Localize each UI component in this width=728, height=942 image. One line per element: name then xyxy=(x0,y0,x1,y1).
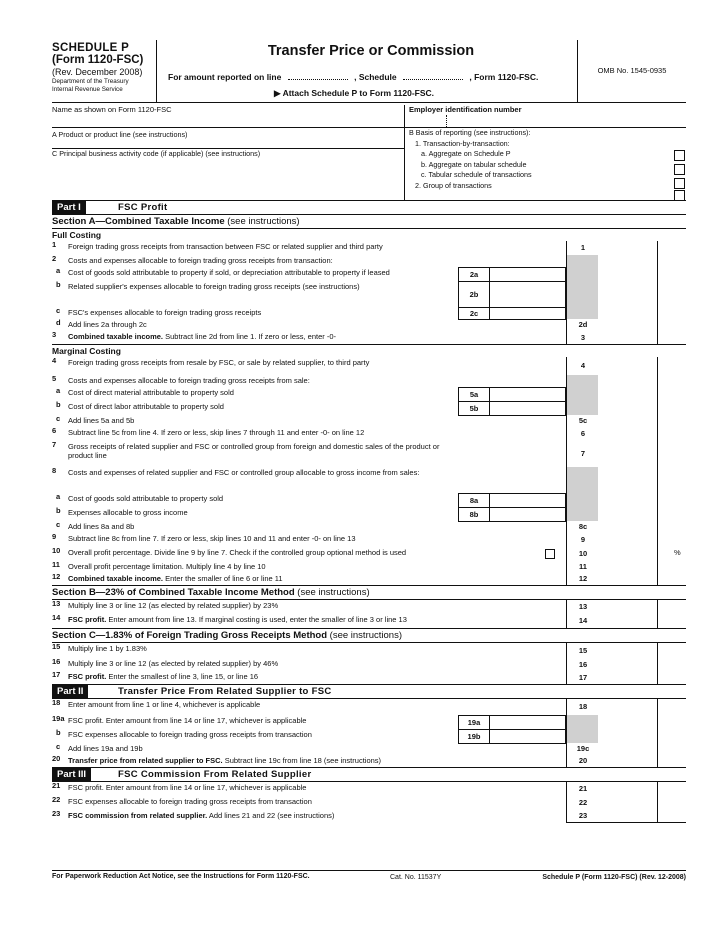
amount-field[interactable] xyxy=(598,547,686,562)
cents-divider xyxy=(657,357,658,375)
line-description: Related supplier's expenses allocable to foreign trading gross receipts (see instructions) xyxy=(68,282,360,291)
line-number: 19a xyxy=(52,714,65,723)
cents-divider xyxy=(657,699,658,715)
part-3-title: FSC Commission From Related Supplier xyxy=(118,769,312,780)
subline-code: 8a xyxy=(458,493,490,508)
line-number: 16 xyxy=(52,657,61,666)
subline-code: 19b xyxy=(458,729,490,744)
form-line xyxy=(52,743,686,755)
cents-divider xyxy=(657,547,658,561)
part-2-title: Transfer Price From Related Supplier to FSC xyxy=(118,686,332,697)
form-line xyxy=(52,467,686,493)
activity-code-label: C Principal business activity code (if applicable) (see instructions) xyxy=(52,149,261,158)
form-line xyxy=(52,614,686,628)
attach-instruction: ▶ Attach Schedule P to Form 1120-FSC. xyxy=(274,88,435,98)
amount-field[interactable] xyxy=(598,357,686,376)
cents-divider xyxy=(657,467,658,493)
checkbox-2[interactable] xyxy=(674,190,685,201)
section-b-note: (see instructions) xyxy=(294,587,370,598)
line-description: FSC commission from related supplier. Add lines 21 and 22 (see instructions) xyxy=(68,811,335,820)
schedule-field[interactable] xyxy=(403,79,463,80)
line-description: FSC profit. Enter amount from line 14 or line 17, whichever is applicable xyxy=(68,716,307,725)
cents-divider xyxy=(657,729,658,743)
form-line xyxy=(52,493,686,507)
basis-option-2: 2. Group of transactions xyxy=(415,180,492,190)
section-c-note: (see instructions) xyxy=(327,630,403,641)
basis-option-1a: a. Aggregate on Schedule P xyxy=(421,149,511,159)
line-bold-lead: Combined taxable income. xyxy=(68,332,164,341)
amount-field[interactable] xyxy=(598,533,686,548)
line-number: 18 xyxy=(52,698,61,707)
checkbox-1c[interactable] xyxy=(674,178,685,189)
line-code xyxy=(566,387,600,401)
line-number: 6 xyxy=(52,426,57,435)
line-description: Cost of direct labor attributable to property sold xyxy=(68,402,224,411)
section-a-title: Section A—Combined Taxable Income xyxy=(52,216,225,227)
line-number: 22 xyxy=(52,795,61,804)
revision-date: (Rev. December 2008) xyxy=(52,67,143,77)
subline-amount-field[interactable] xyxy=(489,715,566,730)
line-description: Overall profit percentage limitation. Multiply line 4 by line 10 xyxy=(68,562,266,571)
line-code xyxy=(566,401,600,415)
amount-field[interactable] xyxy=(598,658,686,672)
subline-amount-field[interactable] xyxy=(489,267,566,282)
line-number: 1 xyxy=(52,240,57,249)
amount-field[interactable] xyxy=(598,600,686,615)
form-line xyxy=(52,255,686,267)
paperwork-notice: For Paperwork Reduction Act Notice, see the Instructions for Form 1120-FSC. xyxy=(52,873,310,880)
line-code: 9 xyxy=(566,533,600,548)
line-bold-lead: Combined taxable income. xyxy=(68,574,164,583)
amount-field xyxy=(598,467,686,493)
ein-separator xyxy=(446,115,447,127)
line-code: 21 xyxy=(566,782,600,797)
footer xyxy=(52,870,686,880)
line-number: 5 xyxy=(52,374,57,383)
line-description: Overall profit percentage. Divide line 9 by line 7. Check if the controlled group optional method is used xyxy=(68,548,407,557)
line-number: 20 xyxy=(52,754,61,763)
line-number: 13 xyxy=(52,599,61,608)
line-description: FSC profit. Enter amount from line 13. If marginal costing is used, enter the smaller of line 3 or line 13 xyxy=(68,615,407,624)
line-description: Gross receipts of related supplier and FSC or controlled group from foreign and domestic sales of the product or product line xyxy=(68,442,440,460)
form-revision-footer: Schedule P (Form 1120-FSC) (Rev. 12-2008) xyxy=(542,874,686,881)
amount-field[interactable] xyxy=(598,810,686,823)
cents-divider xyxy=(657,387,658,401)
subline-code: 19a xyxy=(458,715,490,730)
ein-label: Employer identification number xyxy=(409,105,522,114)
form-line xyxy=(52,782,686,796)
amount-field[interactable] xyxy=(598,441,686,468)
line-code xyxy=(566,255,600,267)
line-number-field[interactable] xyxy=(288,79,348,80)
line-code: 23 xyxy=(566,810,600,823)
line-code xyxy=(566,307,600,319)
line-description: Cost of direct material attributable to property sold xyxy=(68,388,234,397)
line-number: c xyxy=(56,306,61,315)
line-description: Costs and expenses allocable to foreign trading gross receipts from transaction: xyxy=(68,256,333,265)
line-code: 12 xyxy=(566,573,600,586)
form-line xyxy=(52,600,686,614)
form-line xyxy=(52,573,686,585)
line-number: 3 xyxy=(52,330,57,339)
form-line xyxy=(52,507,686,521)
amount-field xyxy=(598,715,686,729)
line-code: 10 xyxy=(566,547,600,562)
form-line xyxy=(52,671,686,684)
form-line xyxy=(52,699,686,715)
basis-option-1: 1. Transaction-by-transaction: xyxy=(415,138,510,148)
line-code xyxy=(566,493,600,507)
form-id-block xyxy=(52,40,157,102)
line-bold-lead: FSC profit. xyxy=(68,672,107,681)
line-description: Transfer price from related supplier to FSC. Subtract line 19c from line 18 (see instructions) xyxy=(68,756,382,765)
form-label: , Form 1120-FSC. xyxy=(469,72,539,82)
cents-divider xyxy=(657,319,658,331)
amount-field xyxy=(598,375,686,387)
basis-row xyxy=(52,128,686,201)
part-2-lines xyxy=(52,699,686,767)
cents-divider xyxy=(657,743,658,755)
line-description: FSC expenses allocable to foreign trading gross receipts from transaction xyxy=(68,730,312,739)
line-description: FSC expenses allocable to foreign trading gross receipts from transaction xyxy=(68,797,312,806)
section-b-lines xyxy=(52,600,686,628)
amount-field[interactable] xyxy=(598,614,686,629)
cents-divider xyxy=(657,796,658,810)
department: Department of the Treasury xyxy=(52,78,129,85)
amount-field xyxy=(598,729,686,743)
part-3-lines xyxy=(52,782,686,822)
schedule-label: , Schedule xyxy=(354,72,397,82)
line-code: 6 xyxy=(566,427,600,442)
amount-field[interactable] xyxy=(598,671,686,685)
line-code: 17 xyxy=(566,671,600,685)
cents-divider xyxy=(657,267,658,281)
form-line xyxy=(52,755,686,767)
form-line xyxy=(52,241,686,255)
amount-field[interactable] xyxy=(598,796,686,811)
part-1-tag: Part I xyxy=(52,201,86,214)
form-line xyxy=(52,375,686,387)
cents-divider xyxy=(657,441,658,467)
subline-amount-field[interactable] xyxy=(489,507,566,522)
amount-field xyxy=(598,255,686,267)
amount-field xyxy=(598,267,686,281)
line-description: Combined taxable income. Subtract line 2d from line 1. If zero or less, enter -0- xyxy=(68,332,337,341)
line-code: 14 xyxy=(566,614,600,629)
line-description: Combined taxable income. Enter the smaller of line 6 or line 11 xyxy=(68,574,283,583)
form-line xyxy=(52,281,686,307)
section-a-header xyxy=(52,215,686,229)
form-header xyxy=(52,40,686,103)
cents-divider xyxy=(657,782,658,796)
basis-title: B Basis of reporting (see instructions): xyxy=(409,128,531,137)
line-bold-lead: FSC commission from related supplier. xyxy=(68,811,208,820)
line-code xyxy=(566,375,600,387)
line-number: b xyxy=(56,728,61,737)
line-number: 21 xyxy=(52,781,61,790)
line-number: b xyxy=(56,400,61,409)
cents-divider xyxy=(657,281,658,307)
line-number: 12 xyxy=(52,572,61,581)
product-line-label: A Product or product line (see instructions) xyxy=(52,130,188,139)
amount-field xyxy=(598,281,686,307)
form-line xyxy=(52,547,686,561)
form-line xyxy=(52,401,686,415)
agency: Internal Revenue Service xyxy=(52,86,123,93)
line-code xyxy=(566,467,600,493)
subline-code: 5a xyxy=(458,387,490,402)
form-line xyxy=(52,307,686,319)
cents-divider xyxy=(657,810,658,822)
line-code xyxy=(566,507,600,521)
line-number: c xyxy=(56,414,61,423)
line-description: Costs and expenses allocable to foreign trading gross receipts from sale: xyxy=(68,376,310,385)
section-b-title: Section B—23% of Combined Taxable Income Method xyxy=(52,587,295,598)
line-description: Add lines 19a and 19b xyxy=(68,744,143,753)
percent-sign: % xyxy=(674,548,681,557)
line-code: 3 xyxy=(566,331,600,345)
subline-code: 2a xyxy=(458,267,490,282)
form-line xyxy=(52,357,686,375)
line-number: 14 xyxy=(52,613,61,622)
cents-divider xyxy=(657,401,658,415)
cents-divider xyxy=(657,671,658,684)
basis-of-reporting xyxy=(404,128,691,200)
cents-divider xyxy=(657,375,658,387)
amount-field[interactable] xyxy=(598,643,686,659)
cents-divider xyxy=(657,755,658,767)
line-number: b xyxy=(56,506,61,515)
subline-amount-field[interactable] xyxy=(489,493,566,508)
form-line xyxy=(52,267,686,281)
line-code xyxy=(566,267,600,281)
form-line xyxy=(52,643,686,658)
line-number: 15 xyxy=(52,642,61,651)
line-code xyxy=(566,729,600,743)
line-description: Foreign trading gross receipts from resale by FSC, or sale by related supplier, to third party xyxy=(68,358,370,367)
line-description: Add lines 2a through 2c xyxy=(68,320,147,329)
amount-field[interactable] xyxy=(598,241,686,256)
form-line xyxy=(52,521,686,533)
line-description: Add lines 5a and 5b xyxy=(68,416,135,425)
line-description: Cost of goods sold attributable to property sold xyxy=(68,494,224,503)
line-code: 15 xyxy=(566,643,600,659)
form-line xyxy=(52,387,686,401)
form-line xyxy=(52,658,686,671)
line-description: FSC profit. Enter amount from line 14 or line 17, whichever is applicable xyxy=(68,783,307,792)
cents-divider xyxy=(657,307,658,319)
section-c-title: Section C—1.83% of Foreign Trading Gross Receipts Method xyxy=(52,630,328,641)
amount-label: For amount reported on line xyxy=(168,72,282,82)
line-code xyxy=(566,715,600,729)
cents-divider xyxy=(657,331,658,344)
line-number: 4 xyxy=(52,356,57,365)
name-label: Name as shown on Form 1120-FSC xyxy=(52,105,172,114)
line-description: Multiply line 1 by 1.83% xyxy=(68,644,147,653)
catalog-number: Cat. No. 11537Y xyxy=(390,874,442,881)
schedule-title: SCHEDULE P xyxy=(52,42,130,54)
amount-field xyxy=(598,493,686,507)
line-number: 9 xyxy=(52,532,57,541)
line-number: 7 xyxy=(52,440,57,449)
line-number: 23 xyxy=(52,809,61,818)
part-3-header xyxy=(52,767,686,782)
line-code xyxy=(566,281,600,307)
amount-field xyxy=(598,307,686,319)
line-description: Cost of goods sold attributable to property if sold, or depreciation attributable to property if leased xyxy=(68,268,390,277)
line-description: FSC profit. Enter the smallest of line 3, line 15, or line 16 xyxy=(68,672,259,681)
amount-field[interactable] xyxy=(598,331,686,345)
line-description: Subtract line 5c from line 4. If zero or less, skip lines 7 through 11 and enter -0- on line 12 xyxy=(68,428,365,437)
checkbox-1b[interactable] xyxy=(674,164,685,175)
form-line xyxy=(52,331,686,344)
form-line xyxy=(52,441,686,467)
line-number: 8 xyxy=(52,466,57,475)
line-number: d xyxy=(56,318,61,327)
controlled-group-checkbox[interactable] xyxy=(545,549,555,559)
marginal-lines xyxy=(52,357,686,585)
line-number: a xyxy=(56,266,61,275)
section-a-lines xyxy=(52,241,686,344)
line-description: Multiply line 3 or line 12 (as elected by related supplier) by 23% xyxy=(68,601,279,610)
line-number: 11 xyxy=(52,560,60,569)
line-code: 11 xyxy=(566,561,600,574)
page-title: Transfer Price or Commission xyxy=(267,43,475,59)
line-number: c xyxy=(56,742,61,751)
line-number: a xyxy=(56,492,61,501)
cents-divider xyxy=(657,614,658,628)
cents-divider xyxy=(657,241,658,255)
amount-field xyxy=(598,507,686,521)
cents-divider xyxy=(657,255,658,267)
subline-code: 2c xyxy=(458,307,490,320)
marginal-costing-label: Marginal Costing xyxy=(52,344,686,357)
subline-code: 2b xyxy=(458,281,490,308)
form-line xyxy=(52,319,686,331)
section-b-header xyxy=(52,585,686,600)
cents-divider xyxy=(657,415,658,427)
cents-divider xyxy=(657,533,658,547)
amount-reported-line xyxy=(168,72,538,82)
form-number: (Form 1120-FSC) xyxy=(52,54,144,66)
part-2-header xyxy=(52,684,686,699)
line-code: 5c xyxy=(566,415,600,428)
line-bold-lead: FSC profit. xyxy=(68,615,107,624)
name-row xyxy=(52,103,686,128)
line-code: 8c xyxy=(566,521,600,534)
ein-field[interactable] xyxy=(404,105,691,127)
line-number: c xyxy=(56,520,61,529)
line-bold-lead: Transfer price from related supplier to FSC. xyxy=(68,756,223,765)
cents-divider xyxy=(657,493,658,507)
line-number: 10 xyxy=(52,546,61,555)
line-description: Add lines 8a and 8b xyxy=(68,522,135,531)
line-description: Foreign trading gross receipts from transaction between FSC or related supplier and third party xyxy=(68,242,383,251)
line-description: Subtract line 8c from line 7. If zero or less, skip lines 10 and 11 and enter -0- on line 13 xyxy=(68,534,356,543)
line-number: b xyxy=(56,280,61,289)
line-description: FSC's expenses allocable to foreign trading gross receipts xyxy=(68,308,262,317)
line-number: 17 xyxy=(52,670,61,679)
omb-number: OMB No. 1545-0935 xyxy=(577,40,686,102)
subline-amount-field[interactable] xyxy=(489,401,566,416)
part-3-tag: Part III xyxy=(52,768,91,781)
line-number: 2 xyxy=(52,254,57,263)
line-description: Multiply line 3 or line 12 (as elected by related supplier) by 46% xyxy=(68,659,279,668)
cents-divider xyxy=(657,521,658,533)
cents-divider xyxy=(657,600,658,614)
section-c-lines xyxy=(52,643,686,684)
form-line xyxy=(52,796,686,810)
amount-field[interactable] xyxy=(598,427,686,442)
cents-divider xyxy=(657,427,658,441)
cents-divider xyxy=(657,573,658,585)
line-code: 16 xyxy=(566,658,600,672)
cents-divider xyxy=(657,658,658,671)
subline-amount-field[interactable] xyxy=(489,281,566,308)
full-costing-label: Full Costing xyxy=(52,230,102,240)
line-description: Enter amount from line 1 or line 4, whichever is applicable xyxy=(68,700,261,709)
part-2-tag: Part II xyxy=(52,685,88,698)
cents-divider xyxy=(657,715,658,729)
form-line xyxy=(52,715,686,729)
part-1-header xyxy=(52,201,686,215)
cents-divider xyxy=(657,561,658,573)
line-description: Costs and expenses of related supplier and FSC or controlled group allocable to gross income from sales: xyxy=(68,468,420,477)
line-code: 2d xyxy=(566,319,600,332)
amount-field[interactable] xyxy=(598,699,686,716)
form-line xyxy=(52,561,686,573)
basis-option-1c: c. Tabular schedule of transactions xyxy=(421,170,532,180)
section-a-note: (see instructions) xyxy=(224,216,300,227)
form-line xyxy=(52,427,686,441)
amount-field[interactable] xyxy=(598,782,686,797)
form-line xyxy=(52,415,686,427)
line-code: 7 xyxy=(566,441,600,468)
line-description: Expenses allocable to gross income xyxy=(68,508,188,517)
form-line xyxy=(52,729,686,743)
form-line xyxy=(52,533,686,547)
line-number: a xyxy=(56,386,61,395)
amount-field xyxy=(598,401,686,415)
subline-code: 5b xyxy=(458,401,490,416)
subline-code: 8b xyxy=(458,507,490,522)
basis-option-1b: b. Aggregate on tabular schedule xyxy=(421,159,527,169)
line-code: 1 xyxy=(566,241,600,256)
line-code: 20 xyxy=(566,755,600,768)
cents-divider xyxy=(657,643,658,658)
amount-field xyxy=(598,387,686,401)
line-code: 19c xyxy=(566,743,600,756)
line-code: 4 xyxy=(566,357,600,376)
part-1-title: FSC Profit xyxy=(118,202,168,213)
line-code: 22 xyxy=(566,796,600,811)
cents-divider xyxy=(657,507,658,521)
subline-amount-field[interactable] xyxy=(489,729,566,744)
form-page xyxy=(52,40,686,822)
line-code: 13 xyxy=(566,600,600,615)
form-line xyxy=(52,810,686,822)
checkbox-1a[interactable] xyxy=(674,150,685,161)
subline-amount-field[interactable] xyxy=(489,387,566,402)
section-c-header xyxy=(52,628,686,643)
line-code: 18 xyxy=(566,699,600,716)
